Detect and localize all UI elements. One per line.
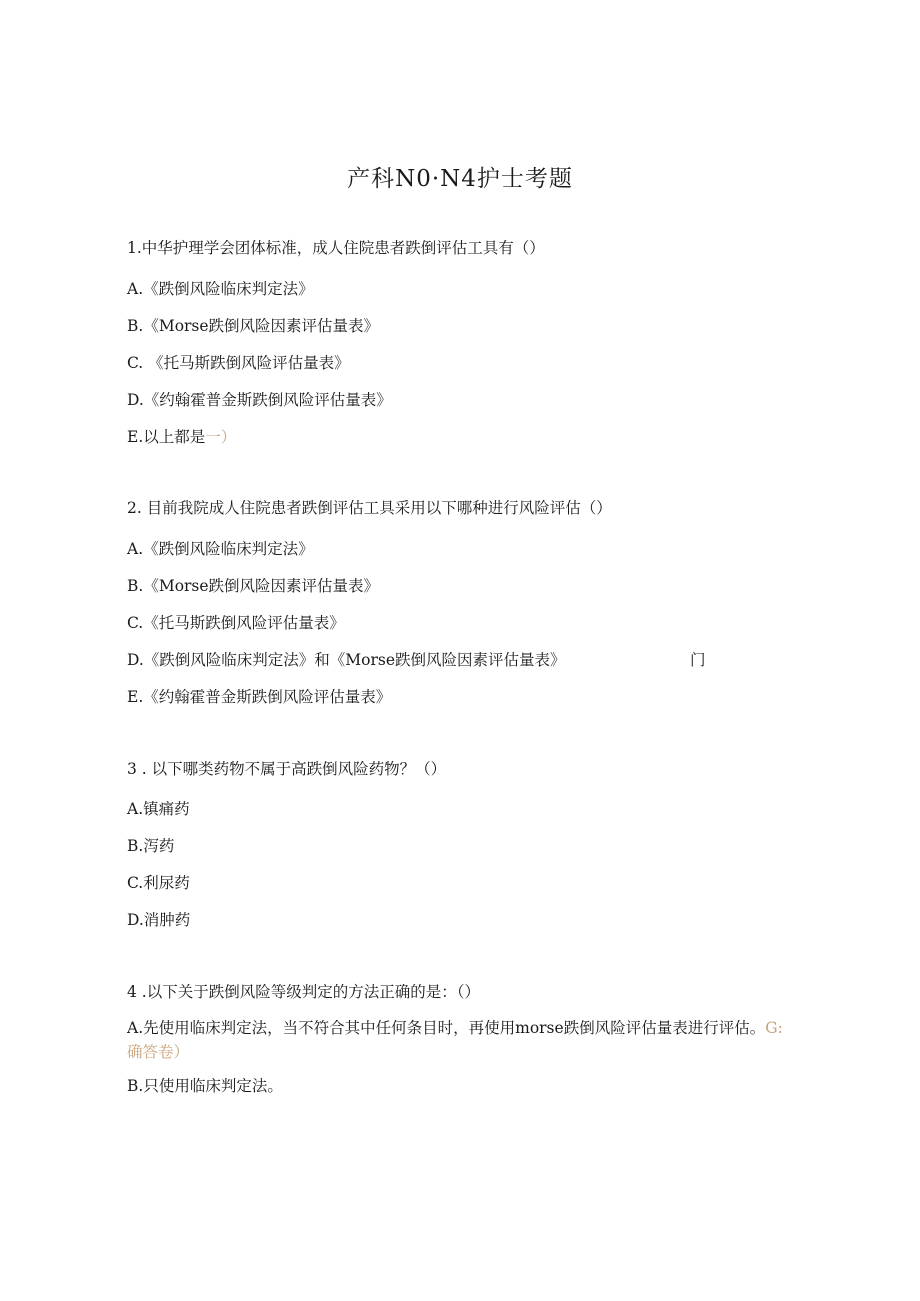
question-2-stem: 2. 目前我院成人住院患者跌倒评估工具采用以下哪种进行风险评估（） <box>127 499 612 517</box>
question-2-option-a: A.《跌倒风险临床判定法》 <box>127 540 314 558</box>
question-1-stem: 1.中华护理学会团体标准，成人住院患者跌倒评估工具有（） <box>127 239 545 257</box>
question-4-option-a-text: A.先使用临床判定法，当不符合其中任何条目时，再使用morse跌倒风险评估量表进行评估。 <box>127 1019 766 1037</box>
question-1-option-b: B.《Morse跌倒风险因素评估量表》 <box>127 317 380 335</box>
question-3-option-a: A.镇痛药 <box>127 800 190 818</box>
question-1-option-e-text: E.以上都是 <box>127 428 206 446</box>
question-2-option-c: C.《托马斯跌倒风险评估量表》 <box>127 614 345 632</box>
question-3-stem: 3 . 以下哪类药物不属于高跌倒风险药物？（） <box>127 760 447 778</box>
question-2-option-d: D.《跌倒风险临床判定法》和《Morse跌倒风险因素评估量表》 <box>127 651 566 669</box>
stray-glyph: 门 <box>690 651 706 669</box>
question-3-option-d: D.消肿药 <box>127 911 191 929</box>
question-1-option-e <box>127 425 236 447</box>
question-1-option-d: D.《约翰霍普金斯跌倒风险评估量表》 <box>127 391 392 409</box>
page-title: 产科N0·N4护士考题 <box>347 166 573 192</box>
question-2-option-b: B.《Morse跌倒风险因素评估量表》 <box>127 577 380 595</box>
handwritten-mark: 一） <box>205 428 237 446</box>
question-3-option-b: B.泻药 <box>127 837 175 855</box>
question-4-stem: 4 .以下关于跌倒风险等级判定的方法正确的是：（） <box>127 983 480 1001</box>
question-4-option-b: B.只使用临床判定法。 <box>127 1077 283 1095</box>
question-3-option-c: C.利尿药 <box>127 874 190 892</box>
question-2-option-e: E.《约翰霍普金斯跌倒风险评估量表》 <box>127 688 392 706</box>
question-4-option-a <box>127 1016 787 1064</box>
question-1-option-c: C. 《托马斯跌倒风险评估量表》 <box>127 354 350 372</box>
question-1-option-a: A.《跌倒风险临床判定法》 <box>127 280 314 298</box>
handwritten-mark: G:确答卷） <box>127 1019 783 1061</box>
